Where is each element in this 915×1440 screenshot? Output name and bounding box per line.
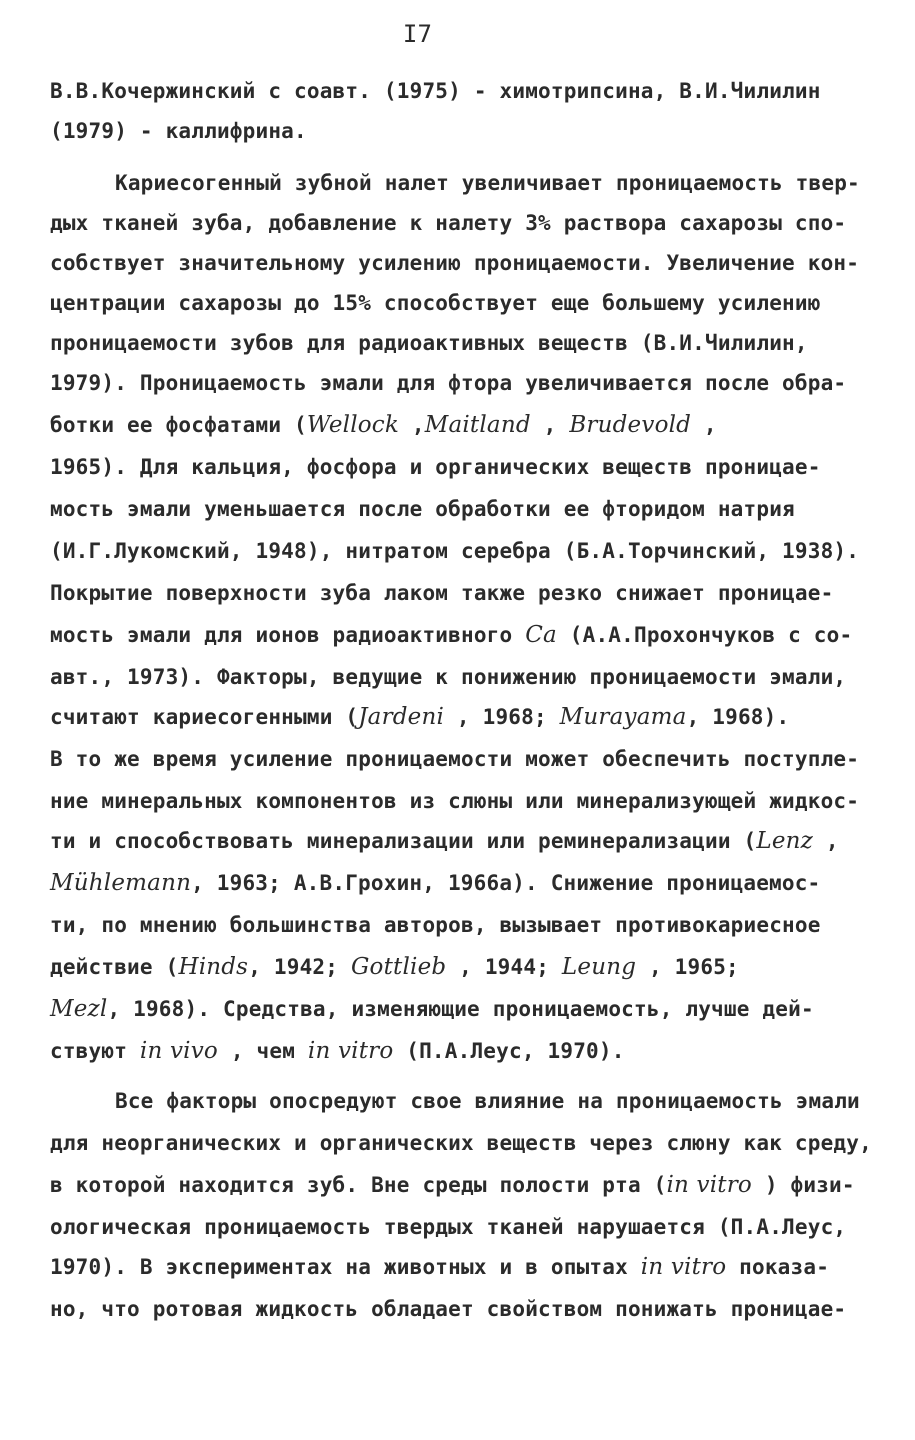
text-line: [50, 864, 820, 902]
text-line: [50, 324, 808, 362]
text-line: [50, 616, 852, 654]
text-segment: ти, по мнению большинства авторов, вызывает противокариесное: [50, 913, 821, 937]
text-line: [50, 490, 795, 528]
text-line: [50, 740, 859, 778]
text-segment: мость эмали для ионов радиоактивного: [50, 623, 526, 647]
text-line: [50, 1032, 625, 1070]
text-segment: ,: [691, 413, 717, 437]
text-segment: авт., 1973). Факторы, ведущие к понижению проницаемости эмали,: [50, 665, 847, 689]
handwritten-term: Jardeni: [358, 704, 445, 730]
handwritten-term: Gottlieb: [350, 954, 447, 980]
text-line: [50, 990, 814, 1028]
text-segment: в которой находится зуб. Вне среды полости рта (: [50, 1173, 667, 1197]
text-segment: , 1968).: [686, 705, 790, 729]
text-segment: , 1968). Средства, изменяющие проницаемость, лучше дей-: [107, 997, 814, 1021]
text-line: [50, 574, 833, 612]
text-line: [50, 532, 859, 570]
text-segment: 1965). Для кальция, фосфора и органических веществ проницае-: [50, 455, 821, 479]
handwritten-term: in vivo: [139, 1038, 218, 1064]
text-segment: (1979) - каллифрина.: [50, 119, 307, 143]
text-segment: , 1965;: [636, 955, 739, 979]
text-segment: показа-: [726, 1255, 830, 1279]
text-segment: ,: [813, 829, 839, 853]
handwritten-term: Mezl: [50, 996, 108, 1022]
page-number: I7: [402, 20, 433, 48]
text-segment: считают кариесогенными (: [50, 705, 359, 729]
text-segment: но, что ротовая жидкость обладает свойством понижать проницае-: [50, 1297, 847, 1321]
handwritten-term: Wellock: [306, 412, 400, 438]
text-segment: ти и способствовать минерализации или реминерализации (: [50, 829, 757, 853]
text-segment: проницаемости зубов для радиоактивных веществ (В.И.Чилилин,: [50, 331, 808, 355]
handwritten-term: Lenz: [756, 828, 813, 854]
text-line: [115, 164, 860, 202]
text-segment: 1979). Проницаемость эмали для фтора увеличивается после обра-: [50, 371, 847, 395]
text-line: [50, 204, 846, 242]
text-line: [50, 658, 846, 696]
text-segment: центрации сахарозы до 15% способствует еще большему усилению: [50, 291, 821, 315]
handwritten-term: in vitro: [666, 1172, 752, 1198]
text-segment: Покрытие поверхности зуба лаком также резко снижает проницае-: [50, 581, 834, 605]
text-segment: Все факторы опосредуют свое влияние на проницаемость эмали: [115, 1089, 860, 1113]
text-segment: ,: [530, 413, 570, 437]
handwritten-term: Maitland: [424, 412, 531, 438]
text-line: [50, 284, 821, 322]
text-line: [115, 1082, 860, 1120]
handwritten-term: Leung: [561, 954, 637, 980]
text-segment: , 1944;: [446, 955, 562, 979]
text-segment: 1970). В экспериментах на животных и в опытах: [50, 1255, 641, 1279]
text-segment: , 1942;: [248, 955, 351, 979]
text-line: [50, 1166, 855, 1204]
text-line: [50, 1124, 872, 1162]
handwritten-term: Mühlemann: [50, 870, 192, 896]
handwritten-term: Murayama: [559, 704, 687, 730]
text-line: [50, 782, 859, 820]
text-line: [50, 1290, 846, 1328]
text-line: [50, 822, 839, 860]
text-line: [50, 364, 846, 402]
text-segment: В то же время усиление проницаемости может обеспечить поступле-: [50, 747, 860, 771]
handwritten-term: in vitro: [307, 1038, 394, 1064]
text-segment: (И.Г.Лукомский, 1948), нитратом серебра (Б.А.Торчинский, 1938).: [50, 539, 860, 563]
text-line: [50, 72, 821, 110]
text-line: [50, 948, 739, 986]
text-line: [50, 448, 821, 486]
text-segment: ние минеральных компонентов из слюны или минерализующей жидкос-: [50, 789, 860, 813]
text-line: [50, 112, 307, 150]
text-segment: , 1963; А.В.Грохин, 1966а). Снижение проницаемос-: [191, 871, 821, 895]
handwritten-term: Ca: [525, 622, 557, 648]
text-segment: ботки ее фосфатами (: [50, 413, 307, 437]
text-line: [50, 244, 859, 282]
text-line: [50, 1208, 846, 1246]
text-line: [50, 698, 789, 736]
text-segment: мость эмали уменьшается после обработки ее фторидом натрия: [50, 497, 795, 521]
text-segment: ологическая проницаемость твердых тканей нарушается (П.А.Леус,: [50, 1215, 847, 1239]
handwritten-term: Hinds: [178, 954, 249, 980]
text-segment: ,: [399, 413, 425, 437]
text-segment: (А.А.Прохончуков с со-: [556, 623, 853, 647]
handwritten-term: in vitro: [640, 1254, 727, 1280]
text-segment: действие (: [50, 955, 179, 979]
handwritten-term: Brudevold: [569, 412, 692, 438]
text-segment: Кариесогенный зубной налет увеличивает проницаемость твер-: [115, 171, 860, 195]
text-line: [50, 406, 717, 444]
text-segment: , 1968;: [444, 705, 560, 729]
text-segment: (П.А.Леус, 1970).: [393, 1039, 625, 1063]
text-line: [50, 906, 821, 944]
text-segment: для неорганических и органических веществ через слюну как среду,: [50, 1131, 872, 1155]
text-line: [50, 1248, 829, 1286]
text-segment: дых тканей зуба, добавление к налету 3% раствора сахарозы спо-: [50, 211, 847, 235]
text-segment: ) физи-: [751, 1173, 855, 1197]
text-segment: , чем: [217, 1039, 308, 1063]
text-segment: собствует значительному усилению проницаемости. Увеличение кон-: [50, 251, 860, 275]
text-segment: ствуют: [50, 1039, 140, 1063]
text-segment: В.В.Кочержинский с соавт. (1975) - химотрипсина, В.И.Чилилин: [50, 79, 821, 103]
